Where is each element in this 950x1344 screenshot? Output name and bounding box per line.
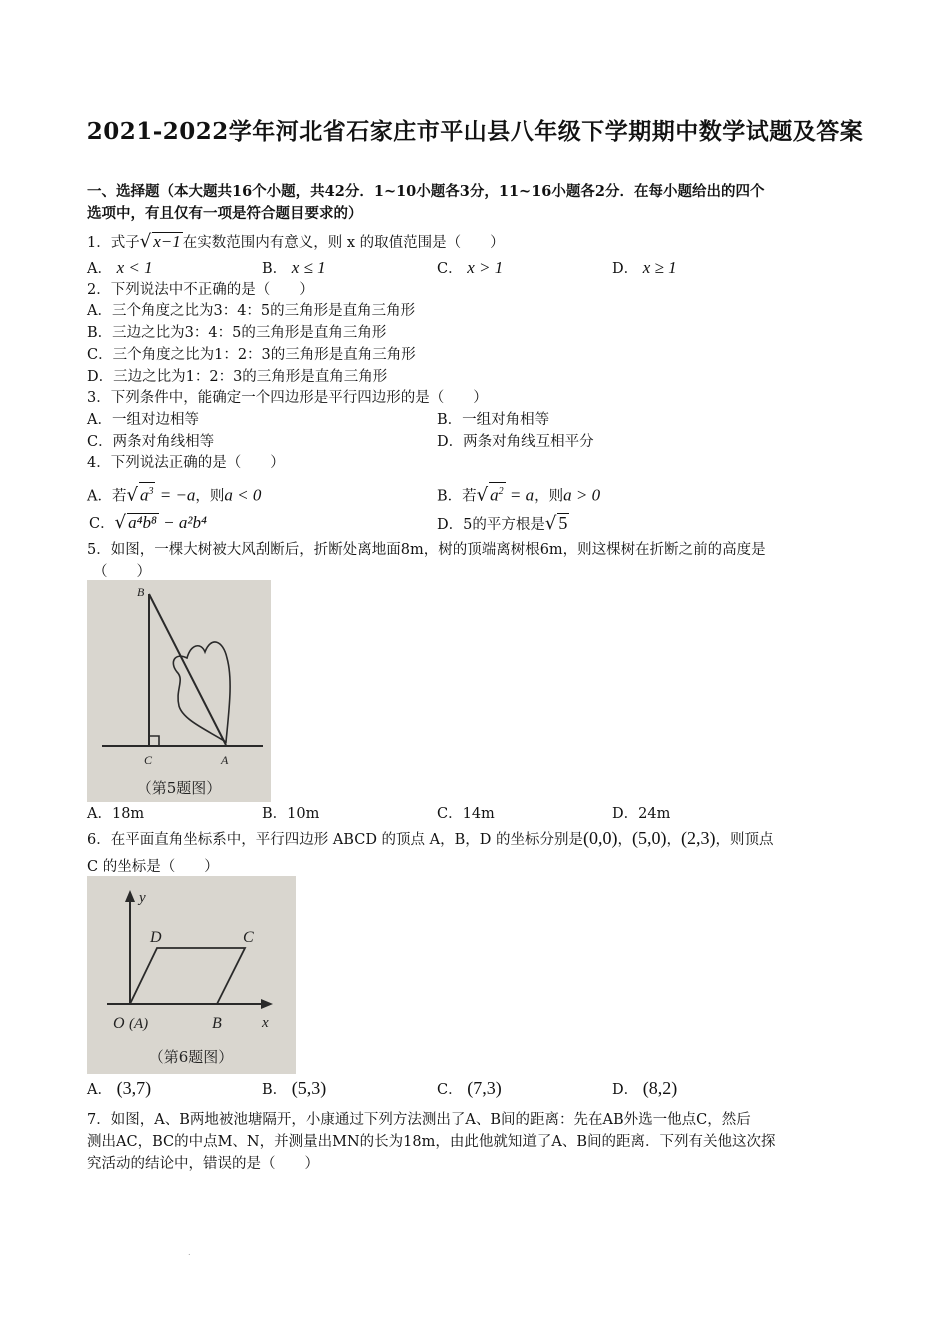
q6-option-b[interactable]: [262, 1078, 326, 1100]
option-expr: x > 1: [467, 258, 504, 277]
option-label: B．: [262, 261, 288, 277]
q6-stem-line1: 6．在平面直角坐标系中，平行四边形 ABCD 的顶点 A，B，D 的坐标分别是(0,0)，(5,0)，(2,3)，则顶点: [87, 828, 774, 848]
sqrt-icon: √: [476, 484, 489, 506]
option-label: C．: [437, 261, 463, 277]
q3-option-b[interactable]: B．一组对角相等: [437, 412, 550, 428]
q5-option-d[interactable]: D．24m: [612, 806, 671, 822]
sqrt-icon: √: [139, 231, 152, 252]
label-c: C: [243, 929, 254, 946]
figure-background: [87, 876, 296, 1074]
q1-stem-pre: 1．式子: [87, 235, 140, 251]
q6-stem-post: ，则顶点: [715, 832, 774, 848]
radicand: [139, 482, 156, 505]
label-x: x: [262, 1015, 269, 1031]
option-label: D．: [612, 261, 639, 277]
option-expr: (5,3): [291, 1078, 327, 1098]
radicand-exponent: 3: [148, 486, 154, 497]
q2-option-a[interactable]: A．三个角度之比为3：4：5的三角形是直角三角形: [87, 303, 416, 319]
q1-radicand: x−1: [153, 232, 181, 251]
q6-figure: [87, 876, 296, 1074]
q5-stem-line1: 5．如图，一棵大树被大风刮断后，折断处离地面8m，树的顶端离树根6m，则这棵树在折断之前的高度是: [87, 542, 766, 558]
option-expr: (8,2): [642, 1078, 678, 1098]
point-b-coords: (5,0): [632, 828, 667, 848]
option-label: D．5的平方根是: [437, 517, 545, 533]
q5-option-a[interactable]: A．18m: [87, 806, 145, 822]
q7-stem-line3: 究活动的结论中，错误的是（ ）: [87, 1156, 319, 1172]
q3-option-d[interactable]: D．两条对角线互相平分: [437, 434, 594, 450]
q7-stem-line2: 测出AC，BC的中点M、N，并测量出MN的长为18m，由此他就知道了A、B间的距离．下列有关他这次探: [87, 1134, 776, 1150]
option-label: A．若: [87, 488, 127, 505]
figure-caption: （第6题图）: [148, 1048, 234, 1066]
q2-stem: 2．下列说法中不正确的是（ ）: [87, 282, 314, 298]
q6-option-a[interactable]: [87, 1078, 151, 1100]
condition: a < 0: [224, 485, 262, 505]
equation-rhs: = −a: [155, 485, 196, 505]
label-y: y: [139, 890, 146, 906]
q5-option-c[interactable]: C．14m: [437, 806, 495, 822]
option-label: C．: [437, 1082, 463, 1098]
label-b: B: [212, 1015, 222, 1032]
radicand: 5: [558, 513, 568, 533]
option-label: C．: [89, 516, 115, 532]
label-a: (A): [129, 1016, 149, 1032]
radicand-base: a: [490, 485, 499, 505]
q1-stem: [87, 232, 505, 253]
radicand: [489, 482, 506, 505]
option-expr: x ≥ 1: [642, 258, 677, 277]
q6-option-c[interactable]: [437, 1078, 502, 1100]
q3-stem: 3．下列条件中，能确定一个四边形是平行四边形的是（ ）: [87, 390, 488, 406]
point-a-coords: (0,0): [583, 828, 618, 848]
label-d: D: [150, 929, 162, 946]
option-label: A．: [87, 261, 112, 277]
label-o: O: [113, 1015, 125, 1032]
figure-caption: （第5题图）: [136, 779, 222, 797]
radicand: a⁴b⁸: [128, 513, 157, 532]
section-heading-line2: 选项中，有且仅有一项是符合题目要求的）: [87, 205, 363, 222]
radicand-base: a: [139, 485, 149, 505]
q6-stem-pre: 6．在平面直角坐标系中，平行四边形 ABCD 的顶点 A，B，D 的坐标分别是: [87, 832, 584, 848]
label-a: A: [221, 753, 229, 767]
option-expr: (3,7): [116, 1078, 152, 1098]
q1-option-b[interactable]: [262, 258, 326, 279]
footer-dot: .: [188, 1248, 191, 1257]
label-c: C: [144, 753, 153, 767]
q6-option-d[interactable]: [612, 1078, 677, 1100]
q4-option-b[interactable]: [437, 482, 600, 507]
then-text: ，则: [195, 488, 225, 505]
q1-option-d[interactable]: [612, 258, 677, 279]
q1-stem-post: 在实数范围内有意义，则 x 的取值范围是（ ）: [182, 235, 505, 251]
sqrt-icon: √: [114, 512, 127, 533]
option-label: A．: [87, 1082, 112, 1098]
option-expr: (7,3): [467, 1078, 502, 1098]
q4-option-c[interactable]: [89, 513, 207, 534]
point-d-coords: (2,3): [681, 828, 716, 848]
option-label: B．若: [437, 488, 477, 505]
q4-stem: 4．下列说法正确的是（ ）: [87, 455, 285, 471]
q3-option-c[interactable]: C．两条对角线相等: [87, 434, 215, 450]
q4-option-d[interactable]: [437, 513, 569, 535]
radicand-exponent: 2: [498, 486, 504, 497]
q2-option-d[interactable]: D．三边之比为1：2：3的三角形是直角三角形: [87, 369, 388, 385]
q1-option-c[interactable]: [437, 258, 503, 279]
q4-option-a[interactable]: [87, 482, 261, 507]
sqrt-icon: √: [126, 484, 138, 506]
sqrt-icon: √: [544, 513, 557, 534]
q2-option-c[interactable]: C．三个角度之比为1：2：3的三角形是直角三角形: [87, 347, 416, 363]
q5-option-b[interactable]: B．10m: [262, 806, 320, 822]
option-expr: x < 1: [116, 258, 153, 277]
q1-option-a[interactable]: [87, 258, 153, 279]
q7-stem-line1: 7．如图，A、B两地被池塘隔开，小康通过下列方法测出了A、B间的距离：先在AB外选一他点C，然后: [87, 1112, 751, 1128]
option-label: D．: [612, 1082, 639, 1098]
q6-stem-line2: C 的坐标是（ ）: [87, 859, 219, 875]
q3-option-a[interactable]: A．一组对边相等: [87, 412, 199, 428]
q5-figure: [87, 580, 271, 802]
condition: a > 0: [563, 485, 601, 505]
equation-rhs: = a: [505, 485, 535, 505]
q5-stem-line2: （ ）: [93, 564, 151, 580]
option-label: B．: [262, 1082, 288, 1098]
label-b: B: [137, 585, 145, 599]
q2-option-b[interactable]: B．三边之比为3：4：5的三角形是直角三角形: [87, 325, 387, 341]
expression-rest: − a²b⁴: [158, 513, 207, 532]
page-title: 2021-2022学年河北省石家庄市平山县八年级下学期期中数学试题及答案: [86, 118, 864, 145]
then-text: ，则: [534, 488, 564, 505]
option-expr: x ≤ 1: [291, 258, 326, 277]
section-heading-line1: 一、选择题（本大题共16个小题，共42分．1~10小题各3分，11~16小题各2分．在每小题给出的四个: [87, 183, 765, 200]
